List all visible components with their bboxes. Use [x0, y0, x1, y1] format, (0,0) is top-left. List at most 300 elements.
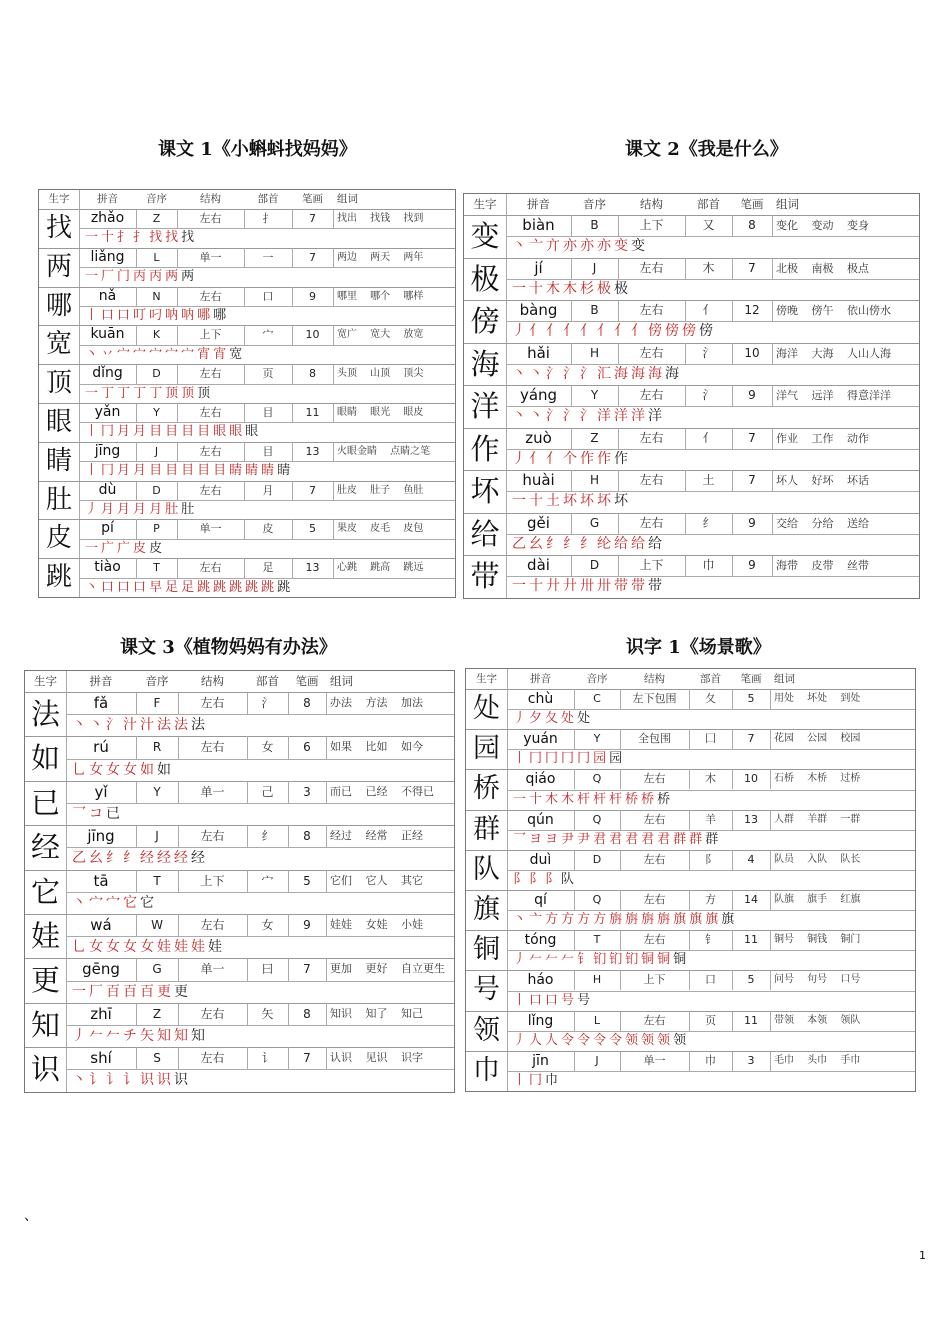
stroke-step: 丷: [101, 346, 115, 362]
big-character: 肚: [45, 484, 72, 515]
column-divider: [177, 481, 178, 500]
cell-index: H: [592, 973, 602, 987]
cell-radical: 女: [261, 918, 274, 932]
column-divider: [247, 1047, 248, 1069]
column-divider: [333, 209, 334, 228]
column-divider: [136, 364, 137, 383]
stroke-step: 群: [705, 831, 719, 847]
cell-radical: 氵: [261, 696, 274, 710]
stroke-step: 氵: [546, 408, 560, 425]
column-divider: [618, 385, 619, 406]
stroke-step: 丁: [117, 385, 131, 401]
column-divider: [288, 781, 289, 803]
cell-radical: 矢: [261, 1006, 274, 1021]
stroke-step: 讠: [89, 1072, 103, 1089]
stroke-step: 乛: [72, 806, 86, 822]
stroke-order: [72, 936, 450, 958]
big-character: 坏: [470, 474, 500, 508]
cell-strokes: 3: [303, 784, 311, 799]
stroke-step: 尹: [577, 831, 591, 847]
column-divider: [136, 958, 137, 980]
cell-words: 队员 入队 队长: [774, 853, 861, 865]
stroke-step: 丶: [512, 238, 526, 255]
header-pinyin: 拼音: [530, 673, 551, 685]
column-divider: [732, 470, 733, 491]
cell-strokes: 9: [303, 918, 311, 932]
cell-index: P: [153, 522, 160, 536]
column-divider: [244, 209, 245, 228]
cell-strokes: 5: [747, 692, 755, 705]
stroke-step: 变: [631, 238, 645, 255]
stroke-order: [72, 981, 450, 1003]
stroke-step: 娃: [174, 939, 188, 956]
column-divider: [333, 364, 334, 383]
stroke-step: 丿: [513, 711, 527, 727]
cell-words: 果皮 皮毛 皮包: [337, 523, 424, 535]
column-divider: [685, 513, 686, 534]
stroke-step: 亦: [580, 238, 594, 255]
stroke-step: 找: [149, 230, 163, 246]
stroke-step: 丁: [133, 385, 147, 401]
cell-structure: 左右: [643, 852, 666, 866]
stroke-step: 广: [117, 540, 131, 556]
cell-strokes: 7: [309, 212, 316, 225]
stroke-step: 女: [106, 761, 120, 778]
cell-pinyin: yǎn: [94, 404, 121, 420]
header-structure: 结构: [200, 193, 221, 205]
header-char: 生字: [473, 197, 497, 211]
stroke-step: 桥: [657, 791, 671, 807]
stroke-step: 亻: [529, 323, 543, 340]
cell-pinyin: dǐng: [92, 365, 123, 382]
column-divider: [244, 442, 245, 461]
stroke-step: 旗: [705, 912, 719, 928]
cell-radical: 钅: [705, 933, 716, 947]
column-divider: [326, 781, 327, 803]
cell-strokes: 10: [744, 772, 758, 786]
cell-index: S: [153, 1051, 161, 1066]
stroke-step: 冂: [101, 463, 115, 479]
column-divider: [618, 513, 619, 534]
column-divider: [247, 825, 248, 847]
cell-strokes: 8: [303, 1006, 311, 1021]
column-divider: [574, 729, 575, 749]
cell-radical: 女: [261, 740, 274, 755]
stroke-step: 月: [117, 424, 131, 440]
big-character: 群: [473, 813, 500, 845]
stroke-step: 阝: [513, 871, 527, 887]
column-divider: [333, 248, 334, 267]
cell-words: 变化 变动 变身: [776, 219, 869, 232]
stroke-step: 足: [181, 579, 195, 595]
column-divider: [620, 1051, 621, 1071]
column-divider: [689, 890, 690, 910]
column-divider: [618, 343, 619, 364]
cell-words: 头顶 山顶 顶尖: [337, 368, 424, 380]
stroke-step: 夂: [545, 711, 559, 727]
big-character: 睛: [45, 445, 72, 476]
cell-strokes: 4: [747, 852, 755, 866]
cell-index: J: [595, 1053, 599, 1067]
stroke-step: 幺: [89, 850, 103, 867]
cell-strokes: 13: [305, 444, 320, 458]
header-words: 组词: [776, 197, 799, 211]
cell-words: 队旗 旗手 红旗: [774, 894, 861, 905]
column-divider: [574, 689, 575, 709]
stroke-step: 目: [165, 463, 179, 479]
stroke-step: 亻: [597, 323, 611, 340]
stroke-order: [72, 892, 450, 914]
cell-words: 两边 两天 两年: [337, 251, 424, 263]
stroke-step: 宵: [197, 346, 211, 362]
stroke-step: 丙: [133, 269, 147, 285]
stroke-step: 氵: [546, 365, 560, 382]
stroke-step: 一: [85, 230, 99, 246]
header-words: 组词: [774, 673, 795, 685]
cell-words: 办法 方法 加法: [330, 696, 423, 709]
cell-words: 人群 羊群 一群: [774, 813, 861, 825]
stroke-step: 纟: [546, 535, 560, 552]
stroke-step: 睛: [261, 463, 275, 479]
big-character: 队: [473, 853, 500, 885]
stroke-order: [85, 578, 451, 597]
stroke-step: 丶: [529, 365, 543, 382]
cell-strokes: 5: [303, 873, 311, 888]
cell-structure: 左右: [200, 1006, 225, 1021]
column-divider: [244, 325, 245, 344]
stroke-step: 女: [140, 939, 154, 956]
cell-pinyin: nǎ: [98, 287, 117, 304]
big-character: 号: [473, 974, 500, 1006]
column-divider: [772, 555, 773, 576]
column-divider: [685, 470, 686, 491]
column-divider: [689, 850, 690, 870]
header-radical: 部首: [256, 674, 279, 688]
column-divider: [732, 385, 733, 406]
stroke-step: 宽: [229, 346, 243, 362]
stroke-step: 洋: [648, 408, 662, 425]
stroke-step: 月: [133, 424, 147, 440]
stroke-step: 哪: [213, 308, 227, 323]
stroke-step: 经: [174, 850, 188, 867]
column-divider: [685, 215, 686, 236]
cell-words: 傍晚 傍午 依山傍水: [776, 304, 891, 317]
column-divider: [244, 519, 245, 538]
stroke-step: 识: [174, 1072, 188, 1089]
stroke-step: 旗: [673, 912, 687, 928]
cell-index: T: [153, 561, 160, 575]
column-divider: [689, 769, 690, 789]
column-divider: [620, 970, 621, 990]
column-divider: [178, 958, 179, 980]
cell-structure: 单一: [643, 1053, 666, 1067]
stroke-step: 亣: [546, 238, 560, 255]
cell-pinyin: zhī: [90, 1004, 112, 1023]
column-divider: [136, 1047, 137, 1069]
stroke-step: 娃: [191, 939, 205, 956]
stroke-step: 一: [512, 280, 526, 297]
column-divider: [574, 769, 575, 789]
cell-radical: 羊: [705, 812, 716, 826]
stroke-step: 铜: [657, 952, 671, 968]
stroke-step: 足: [165, 579, 179, 595]
cell-radical: 足: [262, 561, 274, 575]
column-divider: [178, 1047, 179, 1069]
cell-radical: 巾: [705, 1053, 716, 1067]
stroke-step: 两: [165, 269, 179, 285]
column-divider: [136, 209, 137, 228]
stroke-step: 找: [165, 230, 179, 246]
stroke-step: 目: [165, 424, 179, 440]
cell-structure: 上下: [639, 558, 664, 572]
table-title: 识字 1《场景歌》: [626, 637, 771, 658]
stroke-step: 冂: [529, 1072, 543, 1088]
table-header: [466, 669, 915, 690]
stroke-step: 丨: [513, 992, 527, 1008]
stroke-step: 旗: [689, 912, 703, 928]
cell-pinyin: fǎ: [93, 694, 109, 712]
stroke-step: 给: [614, 535, 628, 552]
stroke-step: 带: [648, 578, 662, 595]
cell-radical: 页: [262, 367, 274, 381]
stroke-step: 丶: [512, 365, 526, 382]
stroke-step: 钔: [625, 952, 639, 968]
stroke-step: 口: [117, 308, 131, 323]
stroke-step: 丶: [512, 408, 526, 425]
column-divider: [136, 1003, 137, 1025]
column-divider: [326, 736, 327, 758]
cell-radical: 宀: [262, 328, 274, 342]
column-divider: [689, 1011, 690, 1031]
column-divider: [689, 930, 690, 950]
stroke-step: 𠂉: [545, 952, 559, 968]
big-character: 巾: [473, 1054, 500, 1086]
cell-index: Y: [593, 732, 601, 746]
column-divider: [574, 930, 575, 950]
column-divider: [732, 689, 733, 709]
header-pinyin: 拼音: [97, 193, 118, 205]
cell-radical: 纟: [261, 829, 274, 844]
cell-radical: 土: [702, 473, 715, 487]
column-divider: [326, 1003, 327, 1025]
stroke-order: [85, 384, 451, 403]
cell-structure: 上下: [639, 218, 664, 232]
stroke-order: [72, 1025, 450, 1047]
column-divider: [333, 442, 334, 461]
stroke-step: 口: [133, 579, 147, 595]
stroke-step: 铜: [673, 952, 687, 968]
stroke-step: 傍: [699, 323, 713, 340]
cell-radical: 口: [262, 289, 274, 303]
cell-index: G: [589, 515, 600, 530]
column-divider: [732, 215, 733, 236]
cell-index: Y: [153, 784, 161, 799]
stroke-step: 丿: [513, 952, 527, 968]
stroke-step: 月: [101, 502, 115, 517]
stroke-step: 一: [85, 269, 99, 285]
stroke-step: 人: [545, 1032, 559, 1048]
stroke-step: 丁: [149, 385, 163, 401]
column-divider: [333, 325, 334, 344]
stroke-step: 顶: [181, 385, 195, 401]
cell-structure: 左右: [200, 918, 225, 932]
header-index: 音序: [145, 674, 169, 688]
stroke-step: 巾: [545, 1072, 559, 1088]
big-character: 宽: [45, 329, 72, 360]
cell-index: Z: [152, 1006, 162, 1021]
stroke-step: 一: [85, 385, 99, 401]
cell-words: 海洋 大海 人山人海: [776, 346, 891, 360]
stroke-step: 宀: [106, 894, 120, 911]
column-divider: [571, 470, 572, 491]
stroke-step: 丶: [85, 579, 99, 595]
stroke-step: 杉: [580, 280, 594, 297]
cell-words: 哪里 哪个 哪样: [337, 290, 424, 302]
cell-pinyin: jīn: [532, 1052, 549, 1069]
cell-radical: 口: [705, 973, 716, 987]
stroke-step: 十: [529, 280, 543, 297]
cell-index: Z: [152, 212, 161, 225]
cell-strokes: 7: [748, 430, 756, 445]
stroke-order: [513, 991, 911, 1011]
cell-words: 用处 坏处 到处: [774, 693, 861, 704]
cell-strokes: 11: [744, 1013, 758, 1027]
stroke-step: 跳: [277, 579, 291, 595]
header-char: 生字: [476, 673, 497, 685]
stroke-order: [72, 1069, 450, 1091]
column-divider: [136, 519, 137, 538]
column-divider: [136, 736, 137, 758]
stroke-step: 经: [157, 850, 171, 867]
cell-strokes: 6: [303, 740, 311, 755]
stroke-step: 口: [529, 992, 543, 1008]
cell-pinyin: dù: [98, 481, 117, 498]
cell-words: 坏人 好坏 坏话: [776, 474, 869, 487]
cell-pinyin: dài: [527, 556, 550, 574]
cell-words: 石桥 木桥 过桥: [774, 773, 861, 785]
header-strokes: 笔画: [295, 674, 319, 688]
cell-words: 洋气 远洋 得意洋洋: [776, 389, 891, 402]
big-character: 极: [470, 261, 500, 296]
column-divider: [732, 1051, 733, 1071]
cell-structure: 单一: [200, 784, 225, 799]
stroke-step: 方: [545, 912, 559, 928]
cell-strokes: 8: [303, 829, 311, 844]
column-divider: [732, 810, 733, 830]
stroke-step: 跳: [245, 579, 259, 595]
stroke-order: [512, 279, 915, 300]
stroke-step: 娃: [208, 939, 222, 956]
cell-structure: 左右: [643, 933, 666, 947]
column-divider: [689, 1051, 690, 1071]
stroke-step: 钅: [577, 952, 591, 968]
stroke-step: 眼: [229, 424, 243, 440]
column-divider: [689, 810, 690, 830]
stroke-order: [512, 364, 915, 385]
cell-words: 而已 已经 不得已: [330, 784, 434, 798]
stroke-step: 旗: [721, 912, 735, 928]
cell-pinyin: liǎng: [90, 248, 125, 265]
column-divider: [732, 428, 733, 449]
header-radical: 部首: [257, 193, 279, 205]
cell-strokes: 10: [744, 345, 760, 360]
header-pinyin: 拼音: [89, 674, 113, 688]
stroke-step: 丿: [72, 1028, 86, 1044]
stroke-step: 令: [593, 1032, 607, 1048]
stroke-step: 旃: [641, 912, 655, 928]
stroke-step: 丿: [512, 450, 526, 467]
stroke-step: 目: [149, 424, 163, 440]
cell-structure: 左右: [199, 212, 222, 225]
stroke-step: 娃: [157, 939, 171, 956]
column-divider: [618, 258, 619, 279]
cell-structure: 左右: [639, 345, 664, 360]
column-divider: [685, 300, 686, 321]
table-title: 课文 1《小蝌蚪找妈妈》: [158, 139, 357, 160]
column-divider: [244, 364, 245, 383]
stroke-step: 令: [609, 1032, 623, 1048]
cell-index: K: [152, 328, 161, 342]
stroke-step: 宵: [213, 346, 227, 362]
column-divider: [292, 248, 293, 267]
stroke-step: 讠: [123, 1072, 137, 1089]
header-pinyin: 拼音: [527, 197, 550, 211]
cell-radical: 氵: [702, 388, 715, 402]
table-title: 课文 2《我是什么》: [625, 139, 788, 160]
table-header: [25, 671, 454, 693]
stroke-step: 顶: [165, 385, 179, 401]
cell-index: L: [593, 1013, 601, 1027]
column-divider: [772, 513, 773, 534]
cell-index: Y: [590, 388, 599, 402]
big-character: 如: [30, 741, 60, 776]
stroke-step: 百: [140, 983, 154, 1000]
stroke-step: 乙: [72, 850, 86, 867]
column-divider: [770, 850, 771, 870]
big-character: 桥: [473, 773, 500, 805]
cell-pinyin: kuān: [90, 326, 125, 343]
column-divider: [772, 258, 773, 279]
stroke-step: 睛: [277, 463, 291, 479]
column-divider: [571, 343, 572, 364]
cell-structure: 左右: [639, 515, 664, 530]
column-divider: [772, 470, 773, 491]
stroke-step: 方: [561, 912, 575, 928]
stroke-step: 木: [545, 791, 559, 807]
stroke-step: 宀: [133, 346, 147, 362]
stroke-step: 卅: [580, 578, 594, 595]
cell-pinyin: hǎi: [527, 343, 550, 362]
cell-structure: 上下: [643, 973, 666, 987]
cell-strokes: 11: [305, 406, 320, 419]
stroke-step: 氵: [580, 365, 594, 382]
stroke-step: 廾: [563, 578, 577, 595]
cell-strokes: 5: [309, 522, 316, 536]
stroke-order: [513, 1071, 911, 1091]
big-character: 处: [473, 693, 500, 724]
stroke-step: 如: [157, 761, 171, 778]
stroke-step: 君: [641, 831, 655, 847]
stroke-step: 目: [213, 463, 227, 479]
stroke-step: 丿: [513, 1032, 527, 1048]
cell-words: 眼睛 眼光 眼皮: [337, 407, 424, 418]
cell-strokes: 9: [309, 289, 316, 303]
stroke-step: 宀: [89, 894, 103, 911]
cell-radical: 曰: [261, 962, 274, 977]
cell-structure: 左右: [200, 829, 225, 844]
column-divider: [136, 914, 137, 936]
stroke-step: 知: [191, 1028, 205, 1044]
